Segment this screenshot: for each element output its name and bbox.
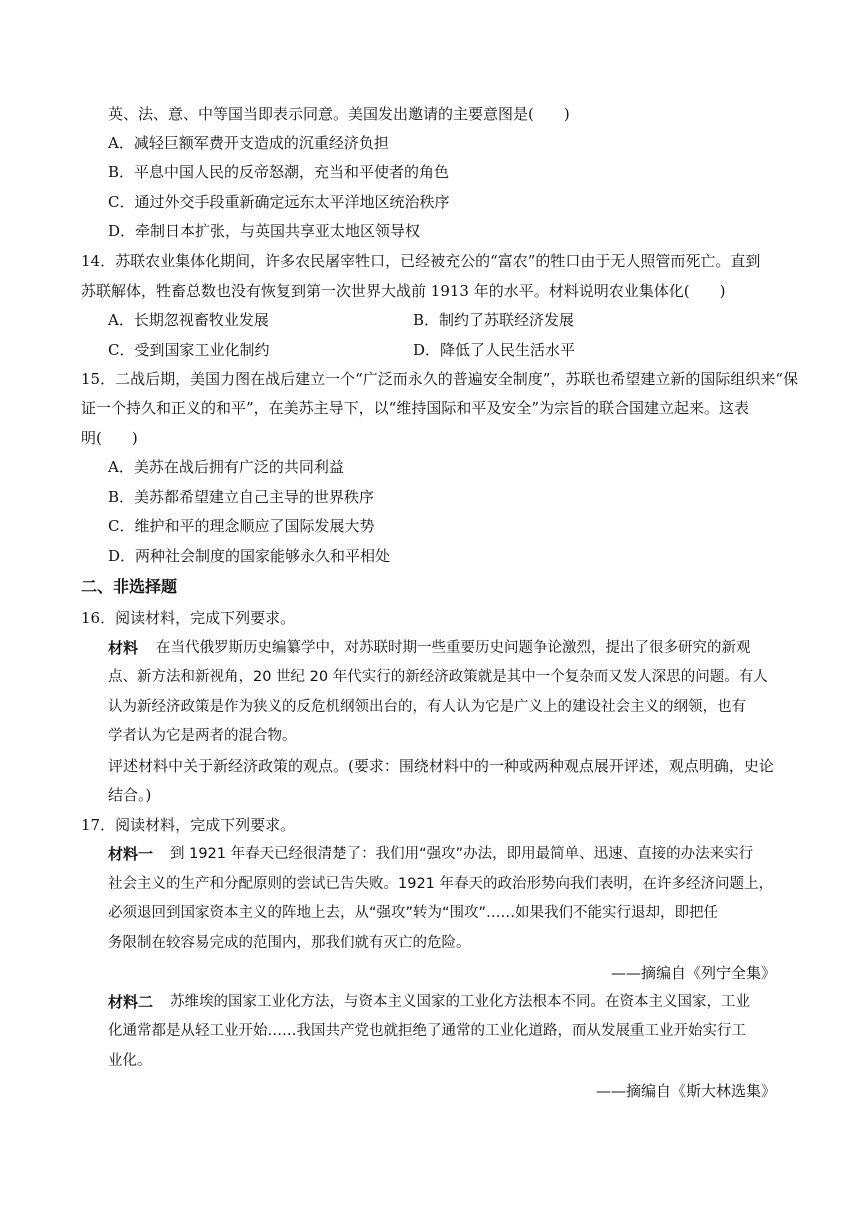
q17-material1-line-2: 社会主义的生产和分配原则的尝试已告失败。1921 年春天的政治形势向我们表明，在许多经济问题上，: [108, 876, 774, 892]
q17-material2-label: 材料二: [108, 993, 154, 1011]
q17-stem: 17．阅读材料，完成下列要求。: [81, 816, 296, 834]
q16-material-line-1: 在当代俄罗斯历史编纂学中，对苏联时期一些重要历史问题争论激烈，提出了很多研究的新观: [156, 640, 751, 656]
q16-material-line-2: 点、新方法和新视角，20 世纪 20 年代实行的新经济政策就是其中一个复杂而又发人深思的问题。有人: [108, 669, 768, 685]
q17-material1-label: 材料一: [108, 845, 154, 863]
q13-option-b: B．平息中国人民的反帝怒潮，充当和平使者的角色: [108, 163, 450, 181]
q17-material2-line-3: 业化。: [108, 1053, 152, 1069]
q14-stem-line-1: 14．苏联农业集体化期间，许多农民屠宰牲口，已经被充公的“富农”的牲口由于无人照管而死亡。直到: [81, 252, 761, 270]
q17-material1-line-1: 到 1921 年春天已经很清楚了：我们用“强攻”办法，即用最简单、迅速、直接的办法来实行: [170, 846, 754, 862]
q17-material2-source: ——摘编自《斯大林选集》: [595, 1082, 776, 1100]
q13-option-c: C．通过外交手段重新确定远东太平洋地区统治秩序: [108, 193, 450, 211]
q17-material1-line-3: 必须退回到国家资本主义的阵地上去，从“强攻”转为“围攻”……如果我们不能实行退却，即把任: [108, 905, 719, 921]
q14-stem-line-2: 苏联解体，牲畜总数也没有恢复到第一次世界大战前 1913 年的水平。材料说明农业集体化( ): [81, 282, 726, 300]
q16-material-line-4: 学者认为它是两者的混合物。: [108, 728, 297, 744]
q15-stem-line-1: 15．二战后期，美国力图在战后建立一个“广泛而永久的普遍安全制度”，苏联也希望建立新的国际组织来“保: [81, 370, 799, 388]
q13-option-a: A．减轻巨额军费开支造成的沉重经济负担: [108, 134, 389, 152]
q17-material1-source: ——摘编自《列宁全集》: [610, 964, 776, 982]
q16-material-line-3: 认为新经济政策是作为狭义的反危机纲领出台的，有人认为它是广义上的建设社会主义的纲领，也有: [108, 699, 746, 715]
q15-option-c: C．维护和平的理念顺应了国际发展大势: [108, 517, 375, 535]
q16-material-label: 材料: [108, 639, 139, 657]
q17-material1-line-4: 务限制在较容易完成的范围内，那我们就有灭亡的危险。: [108, 935, 471, 951]
q16-stem: 16．阅读材料，完成下列要求。: [81, 609, 296, 627]
q14-option-c: C．受到国家工业化制约: [108, 341, 270, 359]
q14-option-b: B．制约了苏联经济发展: [413, 311, 575, 329]
q15-option-d: D．两种社会制度的国家能够永久和平相处: [108, 547, 391, 565]
q15-option-a: A．美苏在战后拥有广泛的共同利益: [108, 458, 344, 476]
section-heading: 二、非选择题: [81, 577, 178, 596]
q14-option-d: D．降低了人民生活水平: [413, 341, 576, 359]
q16-requirement-line-1: 评述材料中关于新经济政策的观点。(要求：围绕材料中的一种或两种观点展开评述，观点明确，史论: [108, 757, 774, 775]
q15-option-b: B．美苏都希望建立自己主导的世界秩序: [108, 488, 375, 506]
q16-requirement-line-2: 结合。): [108, 786, 152, 804]
q17-material2-line-1: 苏维埃的国家工业化方法，与资本主义国家的工业化方法根本不同。在资本主义国家，工业: [170, 994, 750, 1010]
q13-stem-tail: 英、法、意、中等国当即表示同意。美国发出邀请的主要意图是( ): [108, 105, 570, 123]
q13-option-d: D．牵制日本扩张，与英国共享亚太地区领导权: [108, 222, 421, 240]
q15-stem-line-3: 明( ): [81, 429, 138, 447]
q14-option-a: A．长期忽视畜牧业发展: [108, 311, 269, 329]
q15-stem-line-2: 证一个持久和正义的和平”，在美苏主导下，以“维持国际和平及安全”为宗旨的联合国建立起来。这表: [81, 399, 750, 417]
q17-material2-line-2: 化通常都是从轻工业开始……我国共产党也就拒绝了通常的工业化道路，而从发展重工业开始实行工: [108, 1023, 746, 1039]
